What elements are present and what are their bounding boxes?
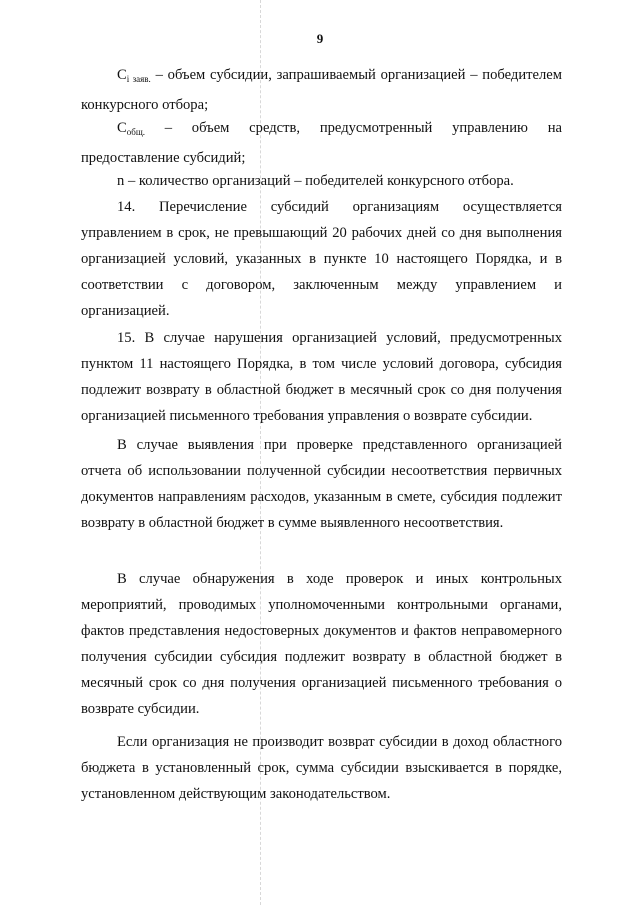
paragraph-control-violations: В случае обнаружения в ходе проверок и иных контрольных мероприятий, проводимых уполномоченными контрольными органами, фактов представления недостоверных документов и фактов неправомерного получения субсидии субсидия подлежит возврату в областной бюджет в месячный срок со дня получения организацией письменного требования о возврате субсидии.	[81, 571, 562, 717]
ci-text: – объем субсидии, запрашиваемый организацией – победителем конкурсного отбора;	[81, 67, 562, 113]
cobsh-word: объем	[191, 120, 230, 136]
cobsh-word: управлению	[452, 120, 528, 136]
ci-symbol: C	[117, 67, 127, 83]
cobsh-word: на	[547, 120, 562, 136]
cobsh-word: предусмотренный	[319, 120, 433, 136]
paragraph-14: 14. Перечисление субсидий организациям осуществляется управлением в срок, не превышающий 20 рабочих дней со дня выполнения организацией условий, указанных в пункте 10 настоящего Порядка, и в соответствии с договором, заключенным между управлением и организацией.	[81, 199, 562, 319]
definition-cobsh	[81, 115, 562, 171]
page-number: 9	[316, 31, 324, 46]
definition-ci	[81, 62, 562, 118]
cobsh-word: средств,	[249, 120, 301, 136]
cobsh-term	[117, 115, 145, 145]
definition-n: n – количество организаций – победителей конкурсного отбора.	[117, 173, 514, 189]
paragraph-recovery: Если организация не производит возврат субсидии в доход областного бюджета в установленный срок, сумма субсидии взыскивается в порядке, установленном действующим законодательством.	[81, 734, 562, 802]
cobsh-continuation: предоставление субсидий;	[81, 150, 246, 166]
cobsh-subscript: общ.	[126, 127, 145, 137]
paragraph-15: 15. В случае нарушения организацией условий, предусмотренных пунктом 11 настоящего Порядка, в том числе условий договора, субсидия подлежит возврату в областной бюджет в месячный срок со дня получения организацией письменного требования управления о возврате субсидии.	[81, 330, 562, 424]
ci-subscript: i заяв.	[126, 74, 151, 84]
paragraph-report-mismatch: В случае выявления при проверке представленного организацией отчета об использовании полученной субсидии несоответствия первичных документов направлениям расходов, указанным в смете, субсидия подлежит возврату в областной бюджет в сумме выявленного несоответствия.	[81, 437, 562, 531]
cobsh-symbol: C	[117, 120, 127, 136]
cobsh-word: –	[164, 120, 173, 136]
cobsh-first-line	[117, 115, 562, 145]
